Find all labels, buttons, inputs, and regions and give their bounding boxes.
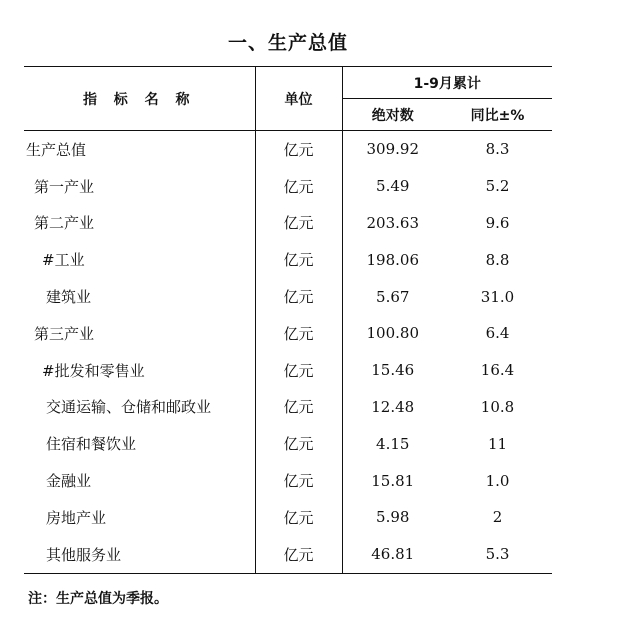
row-absolute: 100.80 (366, 324, 419, 343)
table-row (24, 241, 552, 278)
row-unit: 亿元 (255, 536, 342, 573)
row-absolute: 5.98 (376, 508, 410, 527)
row-name: 第三产业 (24, 315, 255, 352)
row-yoy: 9.6 (485, 213, 510, 232)
row-yoy: 5.2 (485, 177, 510, 196)
table-header (24, 67, 552, 131)
table-row (24, 499, 552, 536)
row-yoy: 6.4 (485, 324, 510, 343)
row-name: 金融业 (24, 462, 255, 499)
row-unit: 亿元 (255, 425, 342, 462)
row-absolute: 15.81 (371, 471, 415, 490)
row-yoy: 16.4 (480, 361, 515, 380)
row-unit: 亿元 (255, 499, 342, 536)
table-row (24, 462, 552, 499)
row-unit: 亿元 (255, 241, 342, 278)
row-name: 交通运输、仓储和邮政业 (24, 389, 255, 426)
footnote: 注：生产总值为季报。 (28, 591, 168, 607)
row-unit: 亿元 (255, 205, 342, 242)
table-row (24, 389, 552, 426)
row-name: 其他服务业 (24, 536, 255, 573)
header-unit: 单位 (255, 67, 342, 131)
table-row (24, 205, 552, 242)
table-row (24, 278, 552, 315)
row-unit: 亿元 (255, 168, 342, 205)
row-yoy: 8.8 (485, 250, 510, 269)
row-unit: 亿元 (255, 352, 342, 389)
row-name: 住宿和餐饮业 (24, 425, 255, 462)
row-unit: 亿元 (255, 462, 342, 499)
table-row (24, 315, 552, 352)
table-row (24, 168, 552, 205)
row-absolute: 309.92 (366, 140, 419, 159)
row-unit: 亿元 (255, 315, 342, 352)
row-name: 房地产业 (24, 499, 255, 536)
table-row (24, 536, 552, 573)
row-yoy: 8.3 (485, 140, 510, 159)
header-period: 1-9月累计 (342, 67, 552, 99)
table-row (24, 352, 552, 389)
row-name: 生产总值 (24, 131, 255, 168)
row-absolute: 5.49 (376, 177, 410, 196)
row-name: #批发和零售业 (24, 352, 255, 389)
row-absolute: 4.15 (376, 434, 410, 453)
row-absolute: 203.63 (366, 213, 419, 232)
row-yoy: 2 (492, 508, 503, 527)
header-indicator-name: 指 标 名 称 (24, 67, 255, 131)
row-unit: 亿元 (255, 389, 342, 426)
row-yoy: 1.0 (485, 471, 510, 490)
row-yoy: 11 (487, 434, 508, 453)
header-yoy: 同比±% (443, 99, 552, 131)
row-name: 第二产业 (24, 205, 255, 242)
header-absolute: 绝对数 (342, 99, 443, 131)
page-title: 一、生产总值 (227, 32, 348, 54)
table-row (24, 131, 552, 168)
row-name: 建筑业 (24, 278, 255, 315)
table-row (24, 425, 552, 462)
row-name: #工业 (24, 241, 255, 278)
row-unit: 亿元 (255, 278, 342, 315)
row-absolute: 46.81 (342, 536, 443, 573)
row-yoy: 10.8 (480, 397, 515, 416)
gdp-table (24, 66, 552, 574)
row-absolute: 198.06 (366, 250, 419, 269)
row-name: 第一产业 (24, 168, 255, 205)
row-unit: 亿元 (255, 131, 342, 168)
row-absolute: 12.48 (371, 397, 415, 416)
row-yoy: 5.3 (443, 536, 552, 573)
row-yoy: 31.0 (480, 287, 515, 306)
row-absolute: 15.46 (371, 361, 415, 380)
row-absolute: 5.67 (376, 287, 410, 306)
table-body (24, 131, 552, 574)
